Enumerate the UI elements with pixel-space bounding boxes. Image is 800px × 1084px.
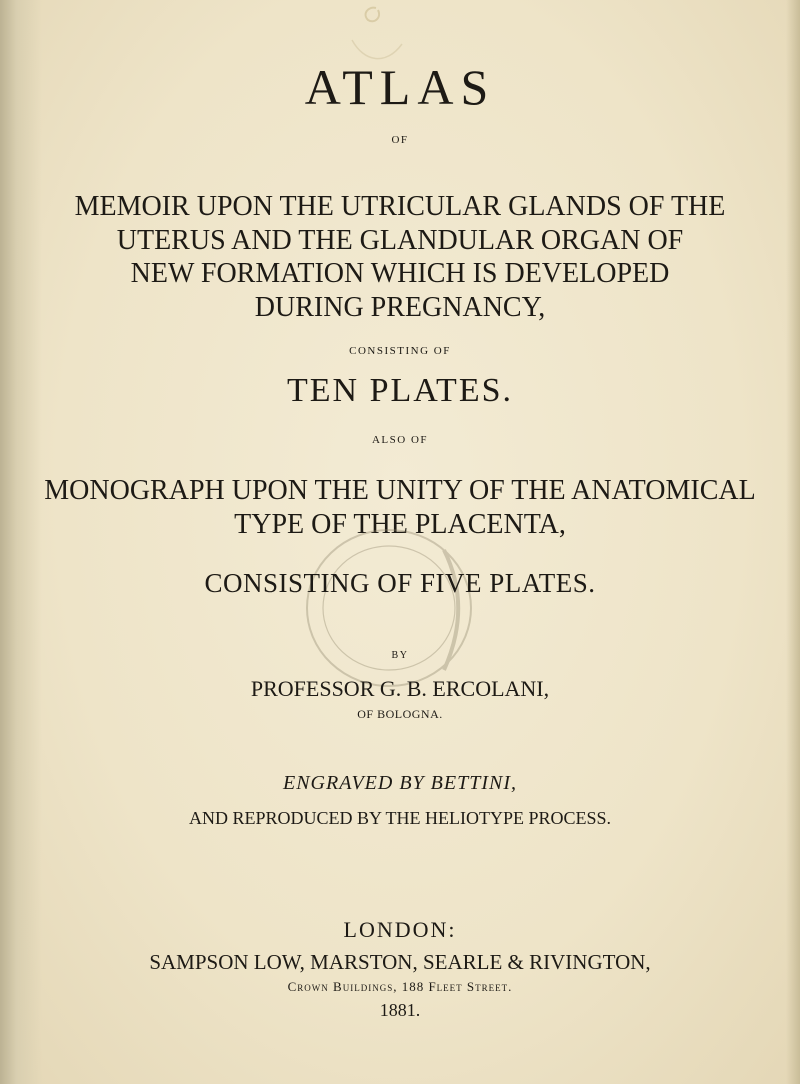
also-of-label: ALSO OF	[371, 434, 429, 446]
author-place: OF BOLOGNA.	[357, 707, 443, 721]
reproduction-line: AND REPRODUCED BY THE HELIOTYPE PROCESS.	[188, 808, 612, 828]
book-title: ATLAS	[304, 59, 496, 115]
library-stamp-watermark	[294, 520, 484, 695]
publisher-name: SAMPSON LOW, MARSTON, SEARLE & RIVINGTON,	[149, 950, 651, 974]
imprint-city: LONDON:	[343, 917, 457, 942]
author-name: PROFESSOR G. B. ERCOLANI,	[250, 676, 550, 701]
by-label: BY	[391, 650, 409, 661]
publisher-address: Crown Buildings, 188 Fleet Street.	[287, 979, 513, 994]
ten-plates-heading: TEN PLATES.	[287, 372, 513, 409]
memoir-line: NEW FORMATION WHICH IS DEVELOPED	[130, 258, 670, 289]
memoir-line: DURING PREGNANCY,	[254, 291, 546, 323]
monograph-line: MONOGRAPH UPON THE UNITY OF THE ANATOMICAL	[44, 475, 756, 506]
memoir-title	[0, 190, 800, 324]
memoir-line: UTERUS AND THE GLANDULAR ORGAN OF	[116, 224, 684, 256]
monograph-line: TYPE OF THE PLACENTA,	[234, 508, 566, 540]
consisting-of-label: CONSISTING OF	[349, 345, 451, 357]
memoir-line: MEMOIR UPON THE UTRICULAR GLANDS OF THE	[74, 191, 726, 222]
five-plates-heading: CONSISTING OF FIVE PLATES.	[204, 568, 596, 598]
engraver-line: ENGRAVED BY BETTINI,	[283, 772, 517, 794]
publication-year: 1881.	[379, 1000, 421, 1020]
of-label: OF	[391, 134, 409, 146]
